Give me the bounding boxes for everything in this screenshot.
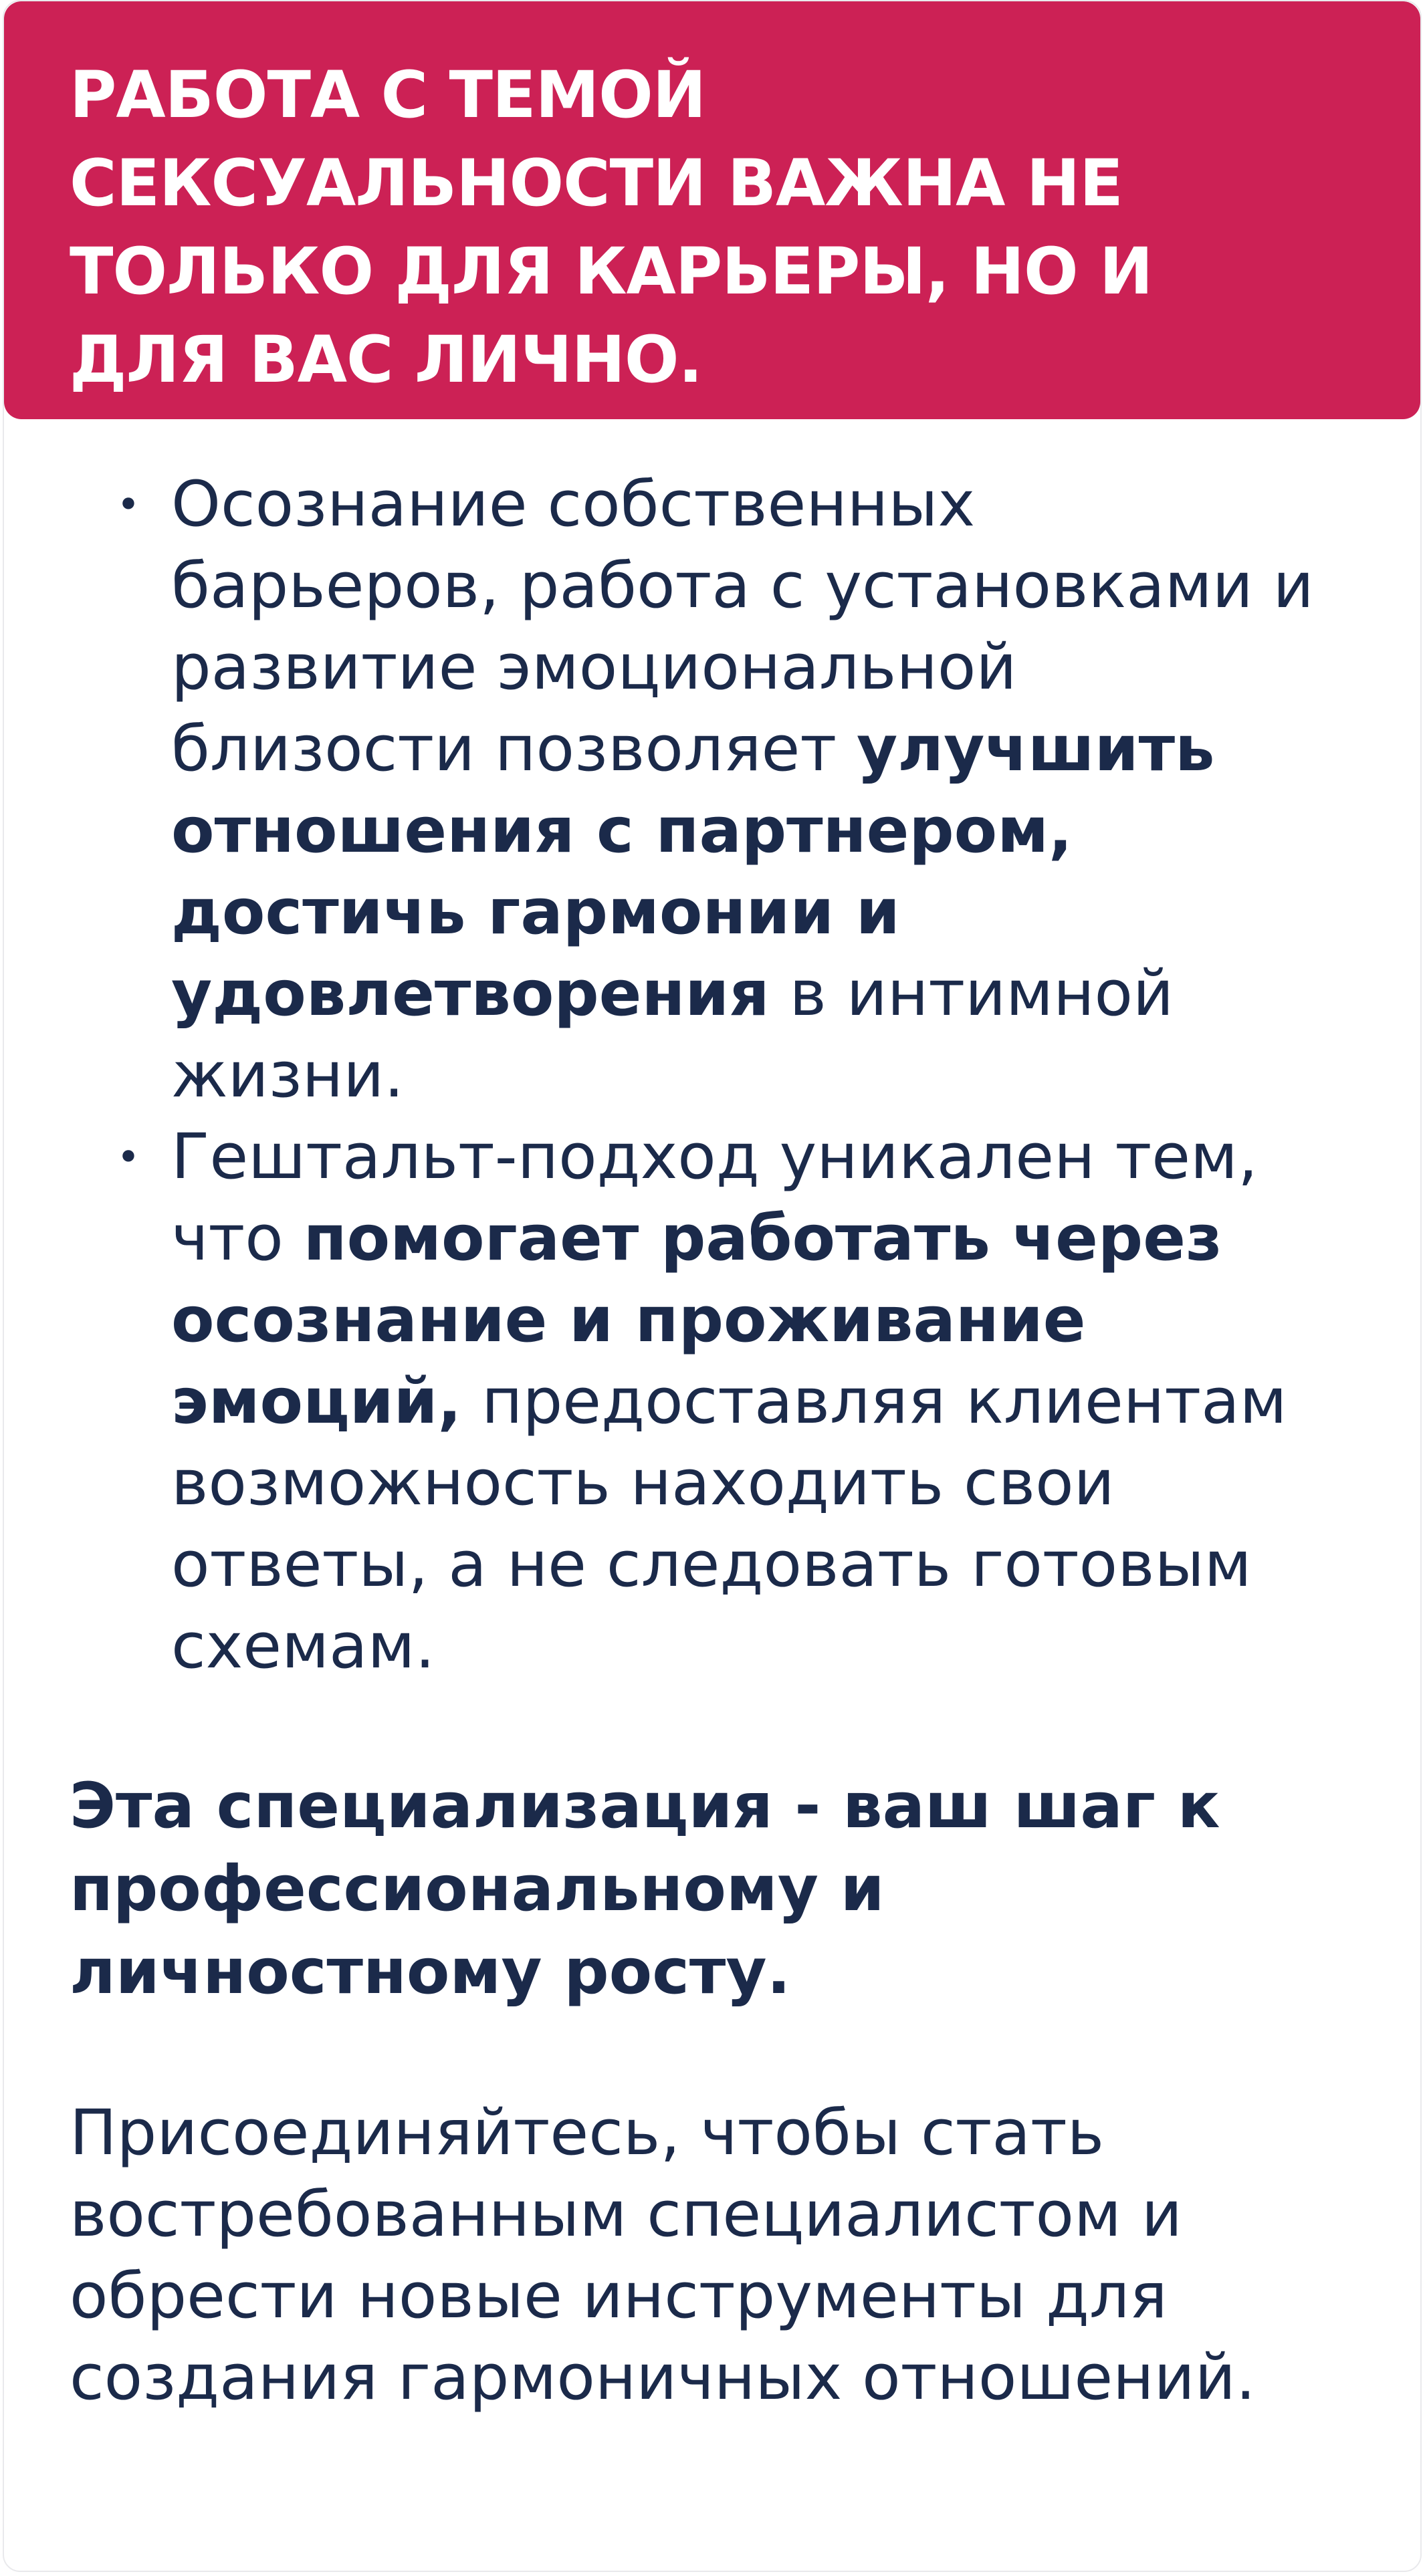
bullet-item [4,1117,1321,1687]
bullet-text: Гештальт-подход уникален тем, что [171,1121,1258,1275]
closing-paragraph: Присоединяйтесь, чтобы стать востребованным специалистом и обрести новые инструменты для создания гармоничных отношений. [70,2097,1256,2414]
bullet-highlight: улучшить отношения с партнером, достичь гармонии и удовлетворения [171,713,1215,1030]
bullet-highlight: помогает работать через осознание и проживание эмоций, [171,1202,1222,1438]
bullet-text-end: предоставляя клиентам возможность находить свои ответы, а не следовать готовым схемам. [171,1365,1287,1683]
content-card [3,0,1422,2572]
bullet-list [4,464,1420,1687]
cta-statement: Эта специализация - ваш шаг к профессиональному и личностному росту. [70,1770,1220,2008]
bullet-item [4,464,1321,1117]
bullet-marker: • [116,1134,140,1181]
bullet-text: Осознание собственных барьеров, работа с установками и развитие эмоциональной близости позволяет [171,468,1314,786]
bullet-text-end: в интимной жизни. [171,957,1174,1112]
bullet-marker: • [116,481,140,528]
header-title: РАБОТА С ТЕМОЙ СЕКСУАЛЬНОСТИ ВАЖНА НЕ ТОЛЬКО ДЛЯ КАРЬЕРЫ, НО И ДЛЯ ВАС ЛИЧНО. [70,57,1153,397]
header-banner [4,1,1420,419]
